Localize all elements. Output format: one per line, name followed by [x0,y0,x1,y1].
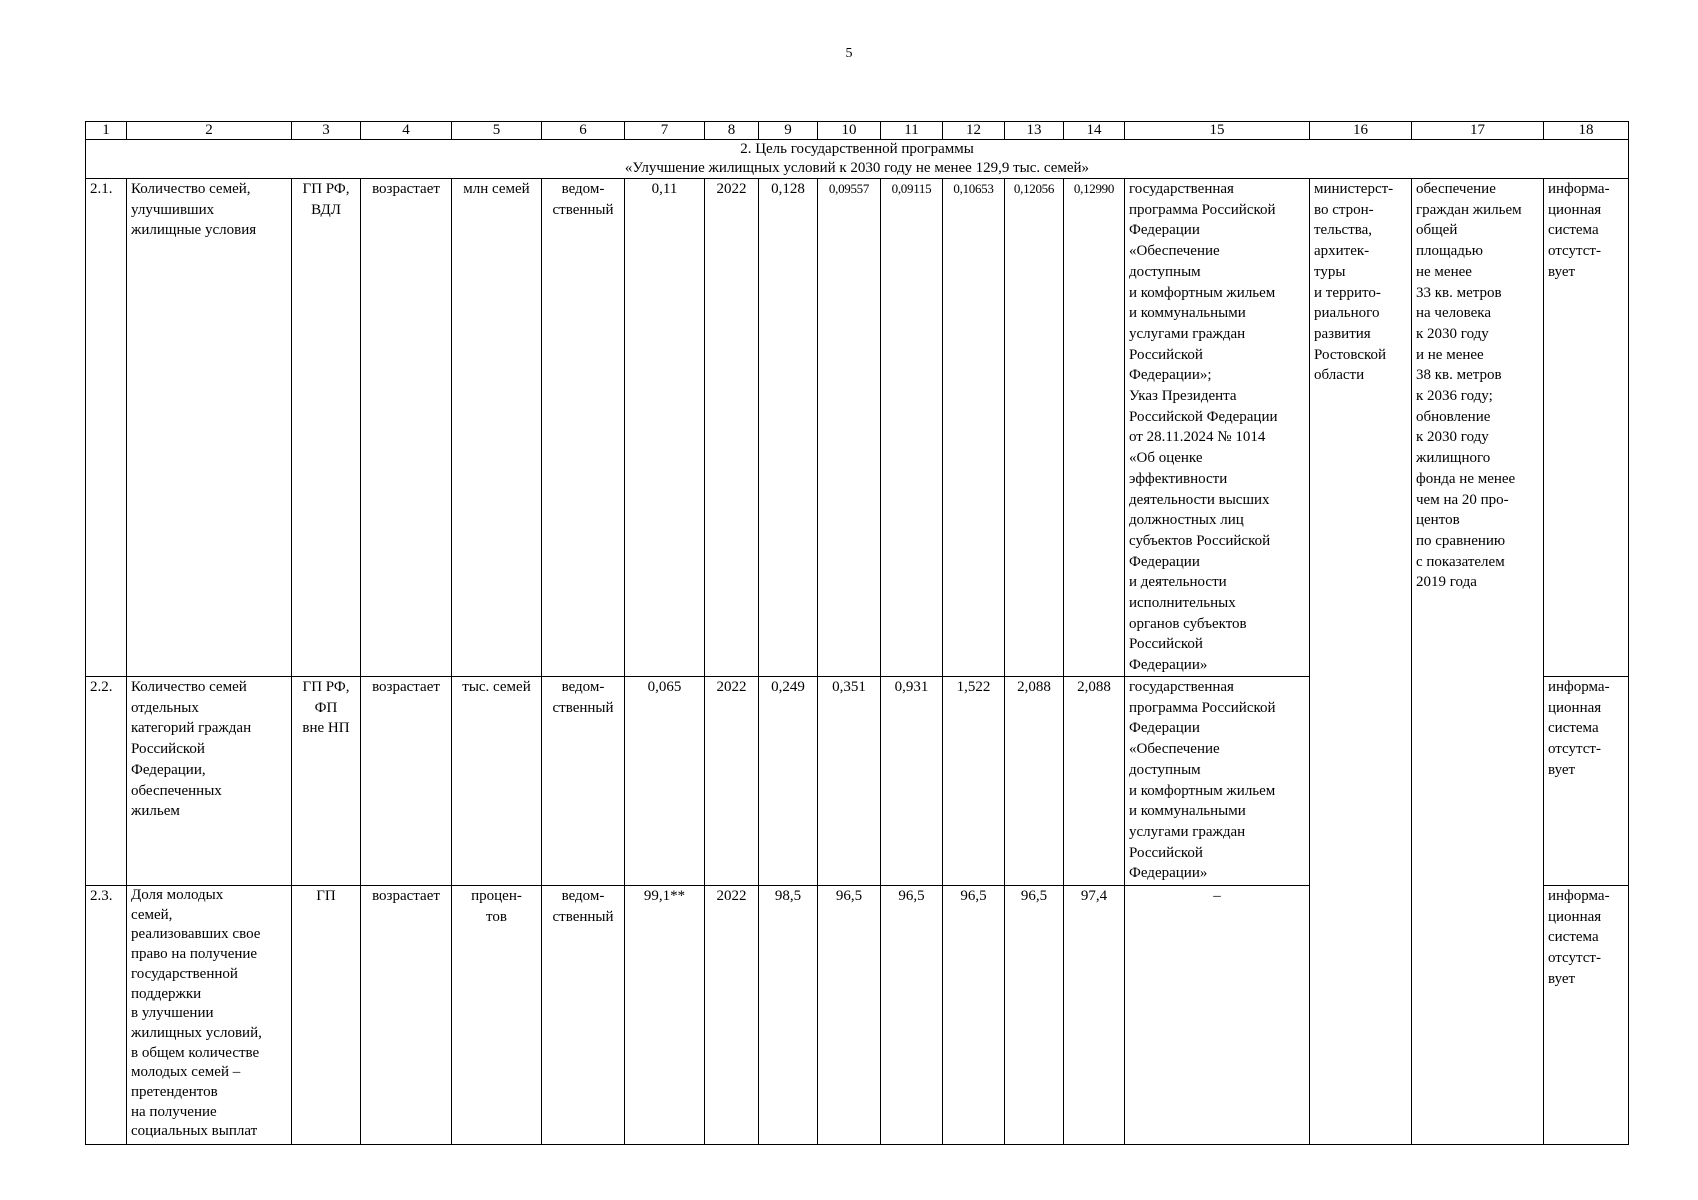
column-number-row [86,122,1629,140]
indicator-level: ГП РФ, ВДЛ [292,179,361,677]
column-number: 9 [759,122,818,140]
indicator-name: Доля молодых семей, реализовавших свое право на получение государственной поддержки в улучшении жилищных условий, в общем количестве молодых семей – претендентов на получение социальных выплат [127,886,292,1145]
value-col-9: 98,5 [759,886,818,1145]
row-number: 2.2. [86,677,127,886]
page-number: 5 [845,46,853,61]
value-col-12: 1,522 [943,677,1005,886]
value-col-11: 96,5 [881,886,943,1145]
indicator-level: ГП [292,886,361,1145]
row-number: 2.3. [86,886,127,1145]
row-number: 2.1. [86,179,127,677]
value-col-13: 0,12056 [1005,179,1064,677]
column-number: 1 [86,122,127,140]
value-col-12: 0,10653 [943,179,1005,677]
column-number: 3 [292,122,361,140]
goal-subtitle: «Улучшение жилищных условий к 2030 году не менее 129,9 тыс. семей» [624,160,1090,176]
value-col-11: 0,931 [881,677,943,886]
goal-row [86,140,1629,179]
goal-title: 2. Цель государственной программы [740,141,974,157]
base-year: 2022 [705,179,759,677]
base-year: 2022 [705,677,759,886]
base-value: 0,11 [625,179,705,677]
information-system: информа- ционная система отсутст- вует [1544,886,1629,1145]
indicators-table [85,121,1629,1145]
indicator-unit: млн семей [452,179,542,677]
information-system: информа- ционная система отсутст- вует [1544,677,1629,886]
indicator-trend: возрастает [361,886,452,1145]
column-number: 7 [625,122,705,140]
value-col-10: 0,09557 [818,179,881,677]
base-value: 0,065 [625,677,705,886]
indicator-trend: возрастает [361,179,452,677]
indicator-level: ГП РФ, ФП вне НП [292,677,361,886]
column-number: 5 [452,122,542,140]
column-number: 17 [1412,122,1544,140]
information-system: информа- ционная система отсутст- вует [1544,179,1629,677]
value-col-12: 96,5 [943,886,1005,1145]
value-col-14: 0,12990 [1064,179,1125,677]
value-col-10: 96,5 [818,886,881,1145]
value-col-9: 0,128 [759,179,818,677]
related-documents: государственная программа Российской Федерации «Обеспечение доступным и комфортным жильем и коммунальными услугами граждан Российской Федерации» [1125,677,1310,886]
column-number: 16 [1310,122,1412,140]
value-col-14: 97,4 [1064,886,1125,1145]
indicator-type: ведом- ственный [542,179,625,677]
table-row [86,179,1629,677]
indicator-trend: возрастает [361,677,452,886]
responsible-body: министерст- во строн- тельства, архитек- туры и террито- риального развития Ростовской области [1310,179,1412,1145]
goal-heading [86,140,1629,179]
value-col-9: 0,249 [759,677,818,886]
indicator-unit: тыс. семей [452,677,542,886]
column-number: 13 [1005,122,1064,140]
indicator-unit: процен- тов [452,886,542,1145]
column-number: 15 [1125,122,1310,140]
column-number: 12 [943,122,1005,140]
column-number: 4 [361,122,452,140]
column-number: 10 [818,122,881,140]
related-documents: – [1125,886,1310,1145]
value-col-14: 2,088 [1064,677,1125,886]
column-number: 11 [881,122,943,140]
column-number: 6 [542,122,625,140]
column-number: 2 [127,122,292,140]
value-col-13: 96,5 [1005,886,1064,1145]
related-documents: государственная программа Российской Федерации «Обеспечение доступным и комфортным жильем и коммунальными услугами граждан Российской Федерации»; Указ Президента Российской Федерации от 28.11.2024 № 1014 «Об оценке эффективности деятельности высших должностных лиц субъектов Российской Федерации и деятельности исполнительных органов субъектов Российской Федерации» [1125,179,1310,677]
base-value: 99,1** [625,886,705,1145]
base-year: 2022 [705,886,759,1145]
national-goal-link: обеспечение граждан жильем общей площадью не менее 33 кв. метров на человека к 2030 году и не менее 38 кв. метров к 2036 году; обновление к 2030 году жилищного фонда не менее чем на 20 про- центов по сравнению с показателем 2019 года [1412,179,1544,1145]
indicator-name: Количество семей отдельных категорий граждан Российской Федерации, обеспеченных жильем [127,677,292,886]
indicator-name: Количество семей, улучшивших жилищные условия [127,179,292,677]
indicator-type: ведом- ственный [542,677,625,886]
value-col-10: 0,351 [818,677,881,886]
indicator-type: ведом- ственный [542,886,625,1145]
column-number: 8 [705,122,759,140]
column-number: 14 [1064,122,1125,140]
value-col-13: 2,088 [1005,677,1064,886]
column-number: 18 [1544,122,1629,140]
value-col-11: 0,09115 [881,179,943,677]
